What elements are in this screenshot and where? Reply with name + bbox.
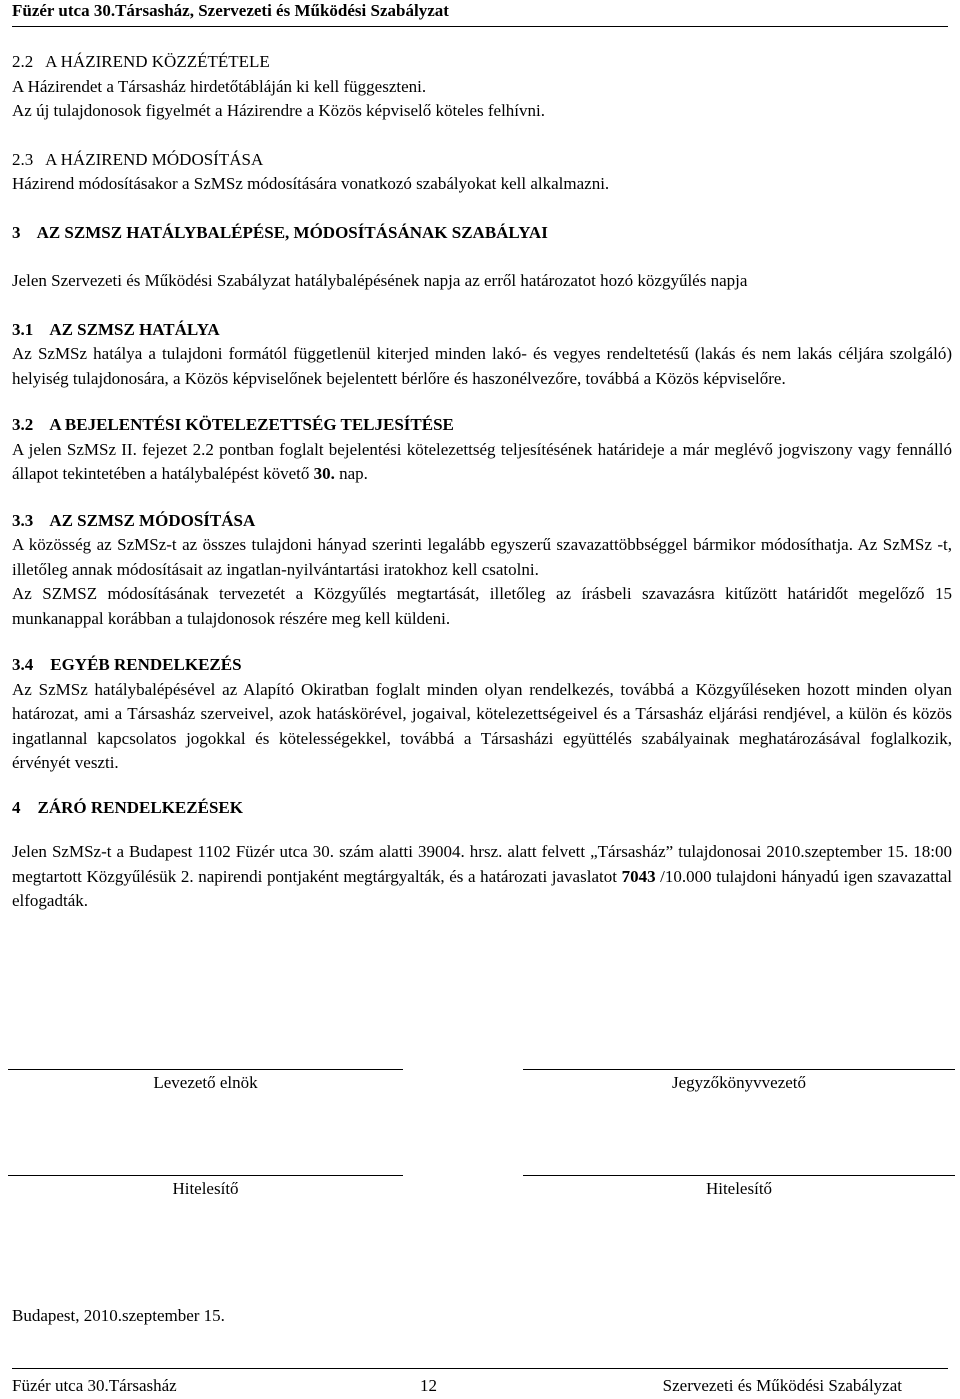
paragraph: A közösség az SzMSz-t az összes tulajdoni hányad szerinti legalább egyszerű szavazattöbbséggel bármikor módosíthatja. Az SzMSz -t, illetőleg annak módosításait az ingatlan-nyilvántartási iratokhoz kell csatolni. (12, 535, 952, 579)
section-3-4-heading (12, 653, 952, 678)
paragraph: A jelen SzMSz II. fejezet 2.2 pontban foglalt bejelentési kötelezettség teljesítésének határideje a már meglévő jogviszony vagy fennálló állapot tekintetében a hatálybalépést követő 30. nap. (12, 439, 952, 483)
section-4-heading (12, 796, 952, 821)
section-3-heading (12, 221, 952, 246)
section-number: 3.3 (12, 510, 34, 530)
signature-label-auth1: Hitelesítő (172, 1179, 239, 1198)
section-2-3-heading (12, 148, 952, 173)
signature-label-recorder: Jegyzőkönyvvezető (671, 1073, 807, 1092)
section-title: A HÁZIREND KÖZZÉTÉTELE (45, 52, 270, 71)
signature-line-recorder (523, 1069, 955, 1070)
section-3-3-heading (12, 509, 952, 534)
section-number: 3.1 (12, 319, 34, 339)
paragraph: Az SzMSz hatálya a tulajdoni formától függetlenül kiterjed minden lakó- és vegyes rendeltetésű (lakás és nem lakás céljára szolgáló) helyiség tulajdonosára, a Közös képviselőnek bejelentett bérlőre és haszonélvezőre, továbbá a Közös képviselőre. (12, 344, 952, 388)
page-number: 12 (420, 1376, 437, 1395)
section-number: 3.2 (12, 415, 34, 434)
paragraph: Az SZMSZ módosításának tervezetét a Közgyűlés megtartását, illetőleg az írásbeli szavazásra kitűzött határidőt megelőző 15 munkanappal korábban a tulajdonosok részére meg kell küldeni. (12, 584, 952, 628)
header-title: Füzér utca 30.Társasház, Szervezeti és Működési Szabályzat (12, 1, 449, 20)
paragraph: Az új tulajdonosok figyelmét a Házirendre a Közös képviselő köteles felhívni. (12, 101, 545, 120)
signature-label-auth2: Hitelesítő (705, 1179, 773, 1198)
section-title: A HÁZIREND MÓDOSÍTÁSA (45, 149, 264, 169)
signature-line-auth2 (523, 1175, 955, 1176)
section-number: 4 (12, 797, 21, 817)
paragraph: Jelen SzMSz-t a Budapest 1102 Füzér utca 30. szám alatti 39004. hrsz. alatt felvett „Társasház” tulajdonosai 2010.szeptember 15. 18:00 megtartott Közgyűlésük 2. napirendi pontjaként megtárgyalták, és a határozati javaslatot 7043 /10.000 tulajdoni hányadú igen szavazattal elfogadták. (12, 842, 953, 910)
section-title: AZ SZMSZ HATÁLYA (49, 319, 220, 339)
paragraph: A Házirendet a Társasház hirdetőtábláján ki kell függeszteni. (12, 76, 427, 96)
footer-left: Füzér utca 30.Társasház (12, 1376, 177, 1395)
place-date: Budapest, 2010.szeptember 15. (12, 1306, 225, 1325)
section-2-2-heading (12, 50, 952, 75)
signature-label-chair: Levezető elnök (153, 1073, 258, 1092)
section-number: 2.2 (12, 52, 34, 71)
signature-line-chair (8, 1069, 403, 1070)
paragraph: Jelen Szervezeti és Működési Szabályzat hatálybalépésének napja az erről határozatot hozó közgyűlés napja (12, 271, 748, 290)
section-title: AZ SZMSZ HATÁLYBALÉPÉSE, MÓDOSÍTÁSÁNAK SZABÁLYAI (36, 222, 548, 242)
signature-line-auth1 (8, 1175, 403, 1176)
footer-rule (12, 1368, 948, 1369)
paragraph: Az SzMSz hatálybalépésével az Alapító Okiratban foglalt minden olyan rendelkezés, továbbá a Közgyűléseken hozott minden olyan határozat, ami a Társasház szerveivel, azok hatáskörével, jogaival, kötelezettségeivel és a Társasház eljárási rendjével, a külön és közös ingatlannal kapcsolatos jogokkal és kötelességekkel, továbbá a Társasházi együttélés szabályainak meghatározásával foglalkozik, érvényét veszti. (12, 679, 952, 772)
page-header (12, 1, 948, 27)
footer-right: Szervezeti és Működési Szabályzat (662, 1376, 902, 1395)
section-title: AZ SZMSZ MÓDOSÍTÁSA (49, 510, 256, 530)
document-body (12, 50, 952, 914)
section-3-1-heading (12, 318, 952, 343)
deadline-days: 30. (313, 464, 335, 483)
section-title: A BEJELENTÉSI KÖTELEZETTSÉG TELJESÍTÉSE (49, 415, 454, 434)
section-number: 2.3 (12, 149, 34, 169)
paragraph: Házirend módosításakor a SzMSz módosítására vonatkozó szabályokat kell alkalmazni. (12, 174, 610, 193)
vote-count: 7043 (621, 866, 656, 886)
section-3-2-heading (12, 413, 952, 438)
section-title: EGYÉB RENDELKEZÉS (50, 655, 242, 674)
section-title: ZÁRÓ RENDELKEZÉSEK (37, 797, 243, 817)
section-number: 3 (12, 222, 21, 242)
section-number: 3.4 (12, 655, 34, 674)
